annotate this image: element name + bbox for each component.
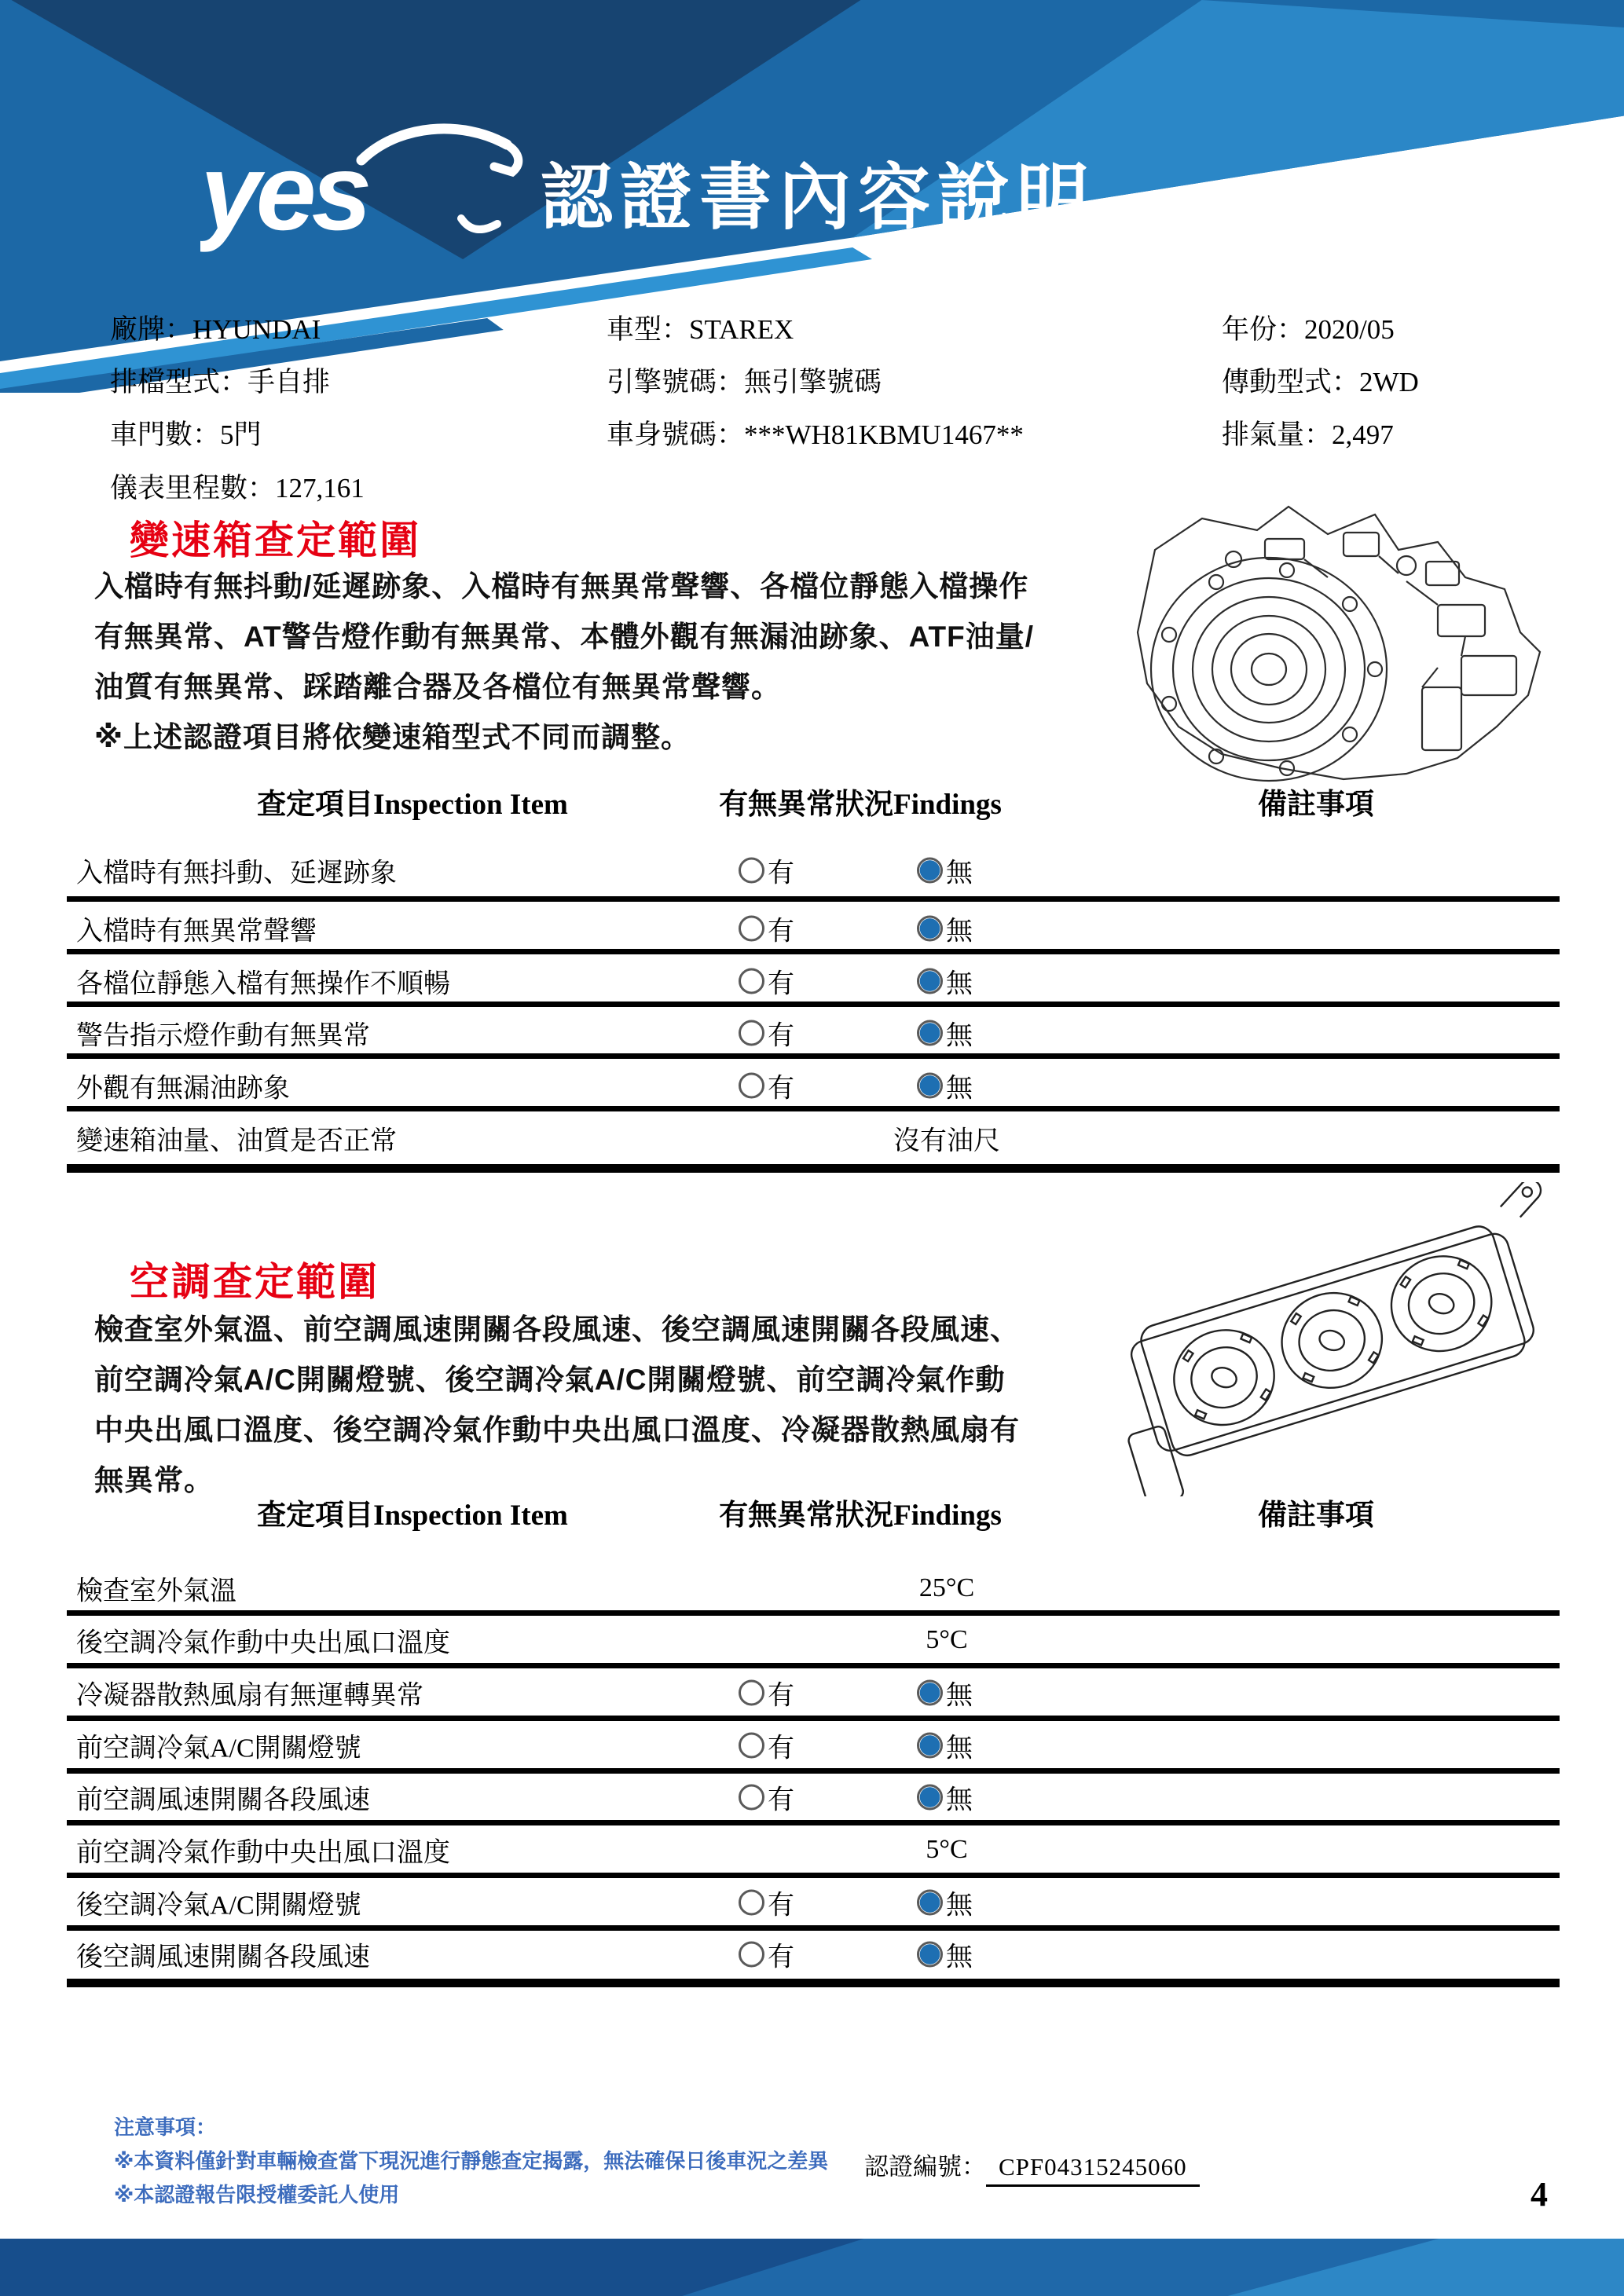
section-desc-line: 有無異常、AT警告燈作動有無異常、本體外觀有無漏油跡象、ATF油量/ [94,621,1035,653]
table-header-row [67,775,1560,827]
finding-value: 沒有油尺 [893,1126,1000,1156]
inspection-item-label: 冷凝器散熱風扇有無運轉異常 [76,1681,423,1711]
radio-icon[interactable] [917,1785,943,1811]
page-number: 4 [1531,2175,1548,2214]
inspection-item-label: 入檔時有無抖動、延遲跡象 [76,859,397,888]
radio-icon[interactable] [917,1073,943,1099]
radio-option-no[interactable] [917,1884,973,1922]
table-row [67,1824,1560,1876]
table-divider [67,1002,1560,1007]
radio-option-yes[interactable] [739,1778,794,1817]
table-row [67,844,1560,896]
info-odometer: 儀表里程數：127,161 [110,473,365,504]
radio-label-no: 無 [946,1891,973,1921]
logo-text: yes [200,132,368,253]
radio-icon[interactable] [917,916,943,942]
info-doors: 車門數：5門 [110,419,262,450]
radio-option-no[interactable] [917,851,973,890]
inspection-item-label: 入檔時有無異常聲響 [76,917,317,947]
radio-label-no: 無 [946,1074,973,1104]
table-row [67,1562,1560,1614]
table-row [67,1667,1560,1719]
table-row [67,1060,1560,1111]
inspection-item-label: 後空調冷氣作動中央出風口溫度 [76,1628,450,1658]
radio-icon[interactable] [917,858,943,884]
certificate-number-label: 認證編號： [864,2153,986,2181]
section-title-transmission: 變速箱查定範圍 [130,518,421,562]
radio-label-no: 無 [946,1681,973,1711]
info-drivetrain: 傳動型式：2WD [1222,367,1419,397]
table-divider [67,1106,1560,1111]
radio-icon[interactable] [917,1733,943,1759]
radio-option-yes[interactable] [739,910,794,948]
section-desc-line: 中央出風口溫度、後空調冷氣作動中央出風口溫度、冷凝器散熱風扇有 [94,1414,1020,1446]
yes-car-logo-icon [200,118,538,259]
radio-icon[interactable] [917,1890,943,1916]
radio-label-no: 無 [946,859,973,888]
radio-option-yes[interactable] [739,1727,794,1765]
footer-note-line: ※本認證報告限授權委託人使用 [114,2183,400,2206]
radio-icon[interactable] [917,1020,943,1046]
info-vin: 車身號碼：***WH81KBMU1467** [607,419,1024,450]
radio-label-no: 無 [946,917,973,947]
table-row [67,1719,1560,1771]
section-desc-line: 檢查室外氣溫、前空調風速開關各段風速、後空調風速開關各段風速、 [94,1313,1020,1346]
radio-label-no: 無 [946,1021,973,1051]
table-divider [67,949,1560,954]
radio-label-no: 無 [946,1734,973,1763]
radio-icon[interactable] [739,1073,764,1099]
footer-band [0,2239,1624,2296]
radio-option-yes[interactable] [739,851,794,890]
ac-panel-line-art-icon [1092,1182,1579,1496]
radio-label-yes: 有 [768,1021,794,1051]
inspection-item-label: 前空調冷氣作動中央出風口溫度 [76,1838,450,1868]
certificate-number-value: CPF04315245060 [986,2153,1200,2187]
inspection-item-label: 前空調冷氣A/C開關燈號 [76,1734,361,1763]
radio-icon[interactable] [739,1942,764,1968]
table-row [67,1614,1560,1666]
radio-icon[interactable] [739,858,764,884]
radio-option-no[interactable] [917,910,973,948]
radio-label-no: 無 [946,969,973,999]
col-header-findings: 有無異常狀況Findings [719,1500,1002,1532]
radio-option-no[interactable] [917,1067,973,1105]
table-row [67,1928,1560,1980]
finding-value: 5°C [926,1835,968,1864]
radio-icon[interactable] [917,969,943,994]
inspection-item-label: 前空調風速開關各段風速 [76,1785,370,1815]
table-bottom-border [67,1164,1560,1173]
table-row [67,955,1560,1007]
table-row [67,1771,1560,1823]
info-model: 車型：STAREX [607,314,794,345]
inspection-item-label: 警告指示燈作動有無異常 [76,1021,370,1051]
section-title-aircon: 空調查定範圍 [130,1260,379,1304]
radio-label-yes: 有 [768,1734,794,1763]
col-header-inspection-item: 查定項目Inspection Item [257,1500,568,1532]
table-bottom-border [67,1979,1560,1987]
radio-icon[interactable] [739,1890,764,1916]
inspection-item-label: 檢查室外氣溫 [76,1576,236,1606]
info-year: 年份：2020/05 [1222,314,1395,345]
transmission-line-art-icon [1069,487,1587,785]
radio-label-yes: 有 [768,1681,794,1711]
radio-option-no[interactable] [917,1674,973,1712]
inspection-item-label: 變速箱油量、油質是否正常 [76,1126,397,1156]
info-brand: 廠牌：HYUNDAI [110,314,321,345]
page-title: 認證書內容說明 [541,158,1097,238]
col-header-findings: 有無異常狀況Findings [719,789,1002,821]
table-divider [67,1053,1560,1059]
transmission-illustration [1069,487,1587,785]
inspection-item-label: 後空調冷氣A/C開關燈號 [76,1891,361,1921]
radio-label-no: 無 [946,1785,973,1815]
inspection-item-label: 各檔位靜態入檔有無操作不順暢 [76,969,450,999]
footer-note-line: ※本資料僅針對車輛檢查當下現況進行靜態查定揭露，無法確保日後車況之差異 [114,2149,829,2173]
radio-option-yes[interactable] [739,1884,794,1922]
radio-option-yes[interactable] [739,962,794,1001]
col-header-inspection-item: 查定項目Inspection Item [257,789,568,821]
radio-option-no[interactable] [917,962,973,1001]
col-header-notes: 備註事項 [1258,789,1374,821]
radio-icon[interactable] [739,916,764,942]
radio-icon[interactable] [739,1680,764,1706]
section-desc-line: 無異常。 [94,1464,214,1496]
radio-option-no[interactable] [917,1778,973,1817]
radio-icon[interactable] [739,969,764,994]
inspection-item-label: 外觀有無漏油跡象 [76,1074,290,1104]
radio-icon[interactable] [739,1020,764,1046]
yes-logo [200,118,538,259]
radio-option-yes[interactable] [739,1014,794,1053]
radio-option-yes[interactable] [739,1935,794,1974]
radio-option-yes[interactable] [739,1674,794,1712]
section-desc-line: ※上述認證項目將依變速箱型式不同而調整。 [94,721,691,753]
certificate-number-block [864,2147,1200,2187]
section-desc-line: 前空調冷氣A/C開關燈號、後空調冷氣A/C開關燈號、前空調冷氣作動 [94,1364,1006,1396]
radio-icon[interactable] [917,1942,943,1968]
finding-value: 5°C [926,1625,968,1654]
radio-label-yes: 有 [768,969,794,999]
col-header-notes: 備註事項 [1258,1500,1374,1532]
table-row [67,1877,1560,1928]
radio-label-yes: 有 [768,1891,794,1921]
radio-option-no[interactable] [917,1935,973,1974]
radio-option-no[interactable] [917,1727,973,1765]
footer-note-title: 注意事項： [114,2115,217,2139]
radio-label-yes: 有 [768,859,794,888]
finding-value: 25°C [918,1573,975,1602]
inspection-item-label: 後空調風速開關各段風速 [76,1943,370,1972]
section-desc-line: 油質有無異常、踩踏離合器及各檔位有無異常聲響。 [94,671,781,703]
radio-icon[interactable] [739,1733,764,1759]
ac-panel-illustration [1092,1182,1579,1496]
info-displacement: 排氣量：2,497 [1222,419,1394,450]
radio-label-yes: 有 [768,917,794,947]
table-divider [67,896,1560,902]
info-engine-no: 引擎號碼：無引擎號碼 [607,367,882,397]
section-desc-line: 入檔時有無抖動/延遲跡象、入檔時有無異常聲響、各檔位靜態入檔操作 [94,570,1029,602]
radio-label-yes: 有 [768,1785,794,1815]
radio-label-yes: 有 [768,1074,794,1104]
radio-option-yes[interactable] [739,1067,794,1105]
radio-icon[interactable] [739,1785,764,1811]
info-gearbox-type: 排檔型式：手自排 [110,367,331,397]
radio-icon[interactable] [917,1680,943,1706]
radio-label-no: 無 [946,1943,973,1972]
table-row [67,1112,1560,1164]
table-row [67,1007,1560,1059]
table-row [67,903,1560,954]
radio-label-yes: 有 [768,1943,794,1972]
radio-option-no[interactable] [917,1014,973,1053]
table-header-row [67,1486,1560,1538]
